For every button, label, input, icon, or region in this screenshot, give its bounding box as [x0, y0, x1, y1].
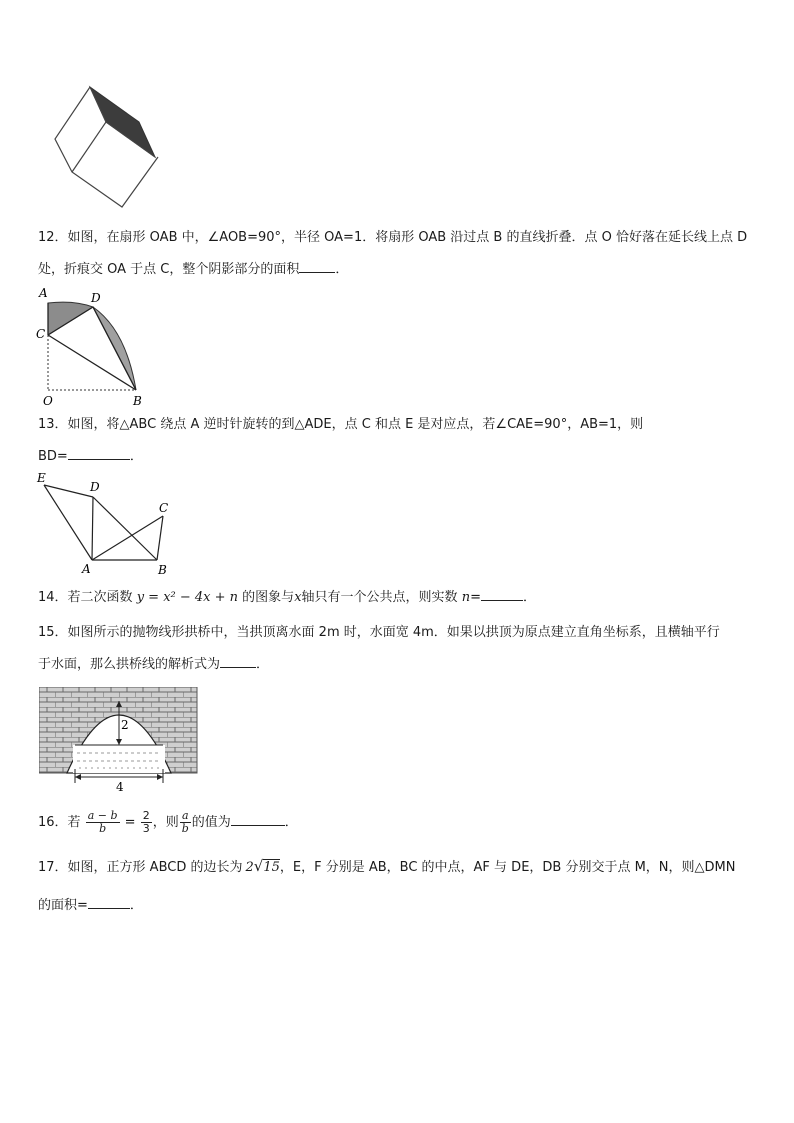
q16-end: ．	[284, 815, 298, 830]
cube-top-shaded-face	[90, 87, 155, 157]
q17-coefficient: 2	[245, 860, 254, 875]
cube-edge-2	[72, 122, 106, 172]
q15-width-arrowhead-right	[157, 774, 163, 780]
q16-frac1-numerator: a − b	[87, 809, 118, 822]
q13-line2-text: BD=	[38, 449, 68, 464]
q13-label-E: E	[37, 471, 46, 485]
q16-fraction-two-thirds	[141, 810, 152, 835]
q16-eq: =	[124, 815, 136, 830]
q12-label-O: O	[43, 394, 53, 408]
q17-line2-text: 的面积=	[38, 898, 88, 913]
q13-line1: 13．如图，将△ABC 绕点 A 逆时针旋转的到△ADE，点 C 和点 E 是对应点，若∠CAE=90°，AB=1，则	[38, 417, 644, 432]
q13-segment-DA	[92, 497, 93, 560]
q13-segment-DB	[93, 497, 157, 560]
q16-middle: ，则	[152, 815, 179, 830]
q17-end: ．	[129, 898, 143, 913]
q15-width-arrowhead-left	[75, 774, 81, 780]
q14-n-var: n	[461, 590, 471, 605]
q13-label-B: B	[158, 563, 167, 577]
q12-line2	[38, 260, 348, 278]
q13-segment-EA	[44, 485, 92, 560]
q16-frac2-numerator: 2	[142, 809, 150, 822]
q15-arch-bridge-figure	[39, 687, 199, 793]
q13-label-C: C	[159, 501, 169, 515]
q13-segment-ED	[44, 485, 93, 497]
q13-answer-blank	[68, 447, 130, 460]
q12-end: ．	[335, 262, 349, 277]
q12-label-D: D	[91, 291, 101, 305]
q16-frac1-denominator: b	[99, 822, 107, 835]
q17-sqrt-sign: √	[253, 857, 264, 875]
q13-label-A: A	[82, 562, 91, 576]
q17-line2	[38, 896, 143, 914]
q12-line2-text: 处，折痕交 OA 于点 C，整个阴影部分的面积	[38, 262, 300, 277]
q14-end: ．	[522, 590, 536, 605]
q15-width-label: 4	[116, 780, 124, 793]
q16-frac2-denominator: 3	[142, 822, 150, 835]
q17-line1-b: ，E，F 分别是 AB，BC 的中点，AF 与 DE，DB 分别交于点 M，N，则△DMN	[279, 860, 736, 875]
q15-line2	[38, 655, 269, 673]
q15-line1: 15．如图所示的抛物线形拱桥中，当拱顶离水面 2m 时，水面宽 4m．如果以拱顶为原点建立直角坐标系，且横轴平行	[38, 625, 720, 640]
q13-rotation-figure	[34, 470, 176, 578]
q13-label-D: D	[90, 480, 100, 494]
q12-label-A: A	[39, 286, 48, 300]
q12-sector-figure	[34, 286, 150, 408]
q14-prefix: 14．若二次函数	[38, 590, 133, 605]
q14-middle2: 轴只有一个公共点，则实数	[301, 590, 458, 605]
cube-figure	[50, 84, 162, 210]
q14-answer-blank	[481, 588, 523, 601]
q12-label-B: B	[133, 394, 142, 408]
q13-segment-AC	[92, 516, 163, 560]
q16-suffix: 的值为	[191, 815, 231, 830]
q16-fraction-a-over-b	[180, 810, 191, 835]
q17-line1	[38, 858, 736, 876]
q17-answer-blank	[88, 896, 130, 909]
q12-segment-DB	[93, 307, 136, 390]
q13-segment-CB	[157, 516, 163, 560]
q14-eq: =	[470, 590, 481, 605]
q15-height-label: 2	[121, 718, 129, 732]
q13-end: ．	[129, 449, 143, 464]
q14-formula: y = x² − 4x + n	[136, 590, 239, 605]
q12-answer-blank	[299, 260, 335, 273]
q16-frac3-numerator: a	[180, 810, 191, 823]
q16-line	[38, 808, 298, 838]
q16-fraction-a-minus-b-over-b	[86, 810, 120, 835]
q14-line	[38, 588, 536, 606]
q15-answer-blank	[220, 655, 256, 668]
q17-radicand: 15	[263, 860, 280, 875]
q16-frac3-denominator: b	[181, 822, 189, 835]
q15-water	[73, 745, 165, 773]
q13-line2	[38, 447, 143, 465]
q15-end: ．	[256, 657, 270, 672]
q15-line2-text: 于水面，那么拱桥线的解析式为	[38, 657, 221, 672]
q16-answer-blank	[231, 813, 285, 826]
q14-x-var: x	[294, 590, 302, 605]
q12-line1: 12．如图，在扇形 OAB 中，∠AOB=90°，半径 OA=1．将扇形 OAB 沿过点 B 的直线折叠．点 O 恰好落在延长线上点 D	[38, 230, 748, 245]
q17-line1-a: 17．如图，正方形 ABCD 的边长为	[38, 860, 243, 875]
q14-middle: 的图象与	[242, 590, 295, 605]
q12-label-C: C	[36, 327, 46, 341]
q16-prefix: 16．若	[38, 815, 81, 830]
